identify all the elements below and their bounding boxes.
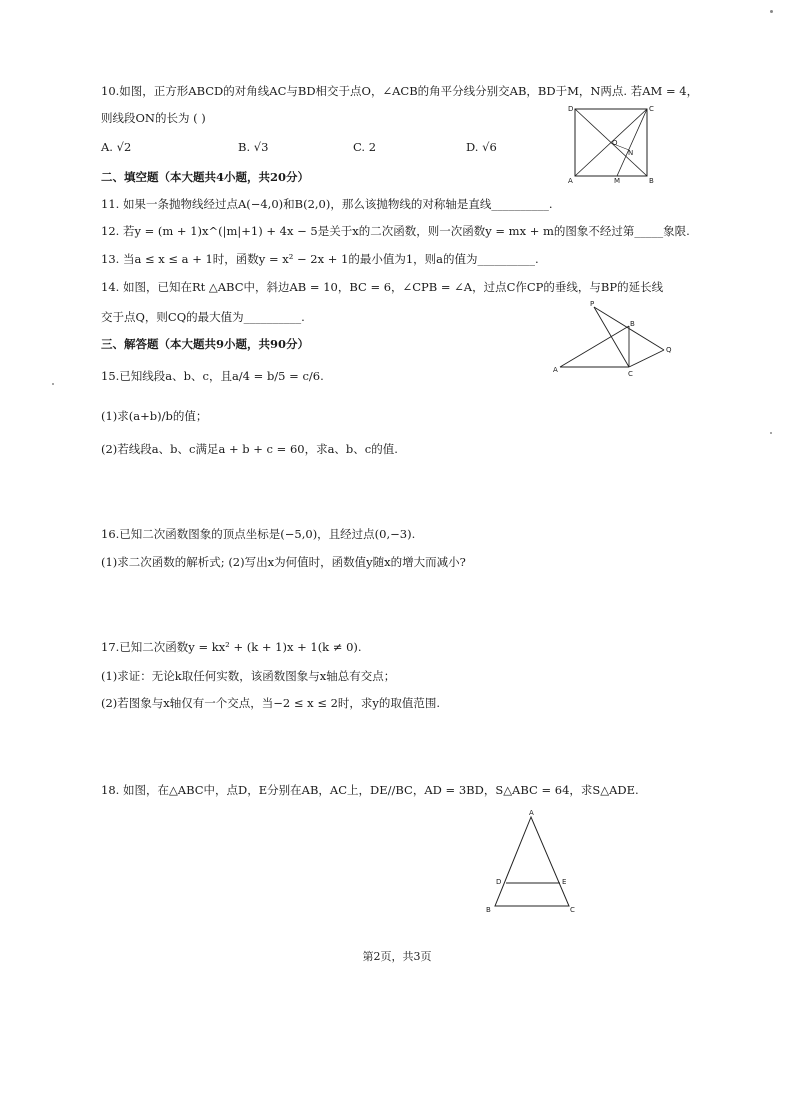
q15-part1: (1)求(a+b)/b的值；: [101, 409, 208, 423]
label-n: N: [628, 149, 634, 157]
q10-square-figure: [565, 103, 660, 185]
q18-triangle-figure: [483, 810, 583, 915]
label-p: P: [590, 300, 595, 308]
label-b: B: [486, 906, 491, 914]
q17-part1: (1)求证：无论k取任何实数，该函数图象与x轴总有交点；: [101, 669, 396, 683]
q12-text: 12. 若y = (m + 1)x^(|m|+1) + 4x − 5是关于x的二次函数，则一次函数y = mx + m的图象不经过第_____象限.: [101, 224, 690, 238]
label-q: Q: [666, 346, 672, 354]
section3-heading: 三、解答题（本大题共9小题，共90分）: [101, 337, 310, 351]
label-a: A: [568, 177, 573, 185]
section2-heading: 二、填空题（本大题共4小题，共20分）: [101, 170, 310, 184]
q10-line1: 10.如图，正方形ABCD的对角线AC与BD相交于点O，∠ACB的角平分线分别交AB，BD于M，N两点. 若AM = 4，: [101, 84, 699, 98]
scan-speck: [52, 383, 54, 385]
q10-line2: 则线段ON的长为 ( ): [101, 111, 206, 125]
q10-option-a: A. √2: [101, 140, 132, 154]
segment-cq: [629, 350, 664, 367]
q17-stem: 17.已知二次函数y = kx² + (k + 1)x + 1(k ≠ 0).: [101, 640, 362, 654]
label-c: C: [570, 906, 575, 914]
segment-pc: [594, 307, 629, 367]
label-a: A: [529, 809, 534, 817]
q13-text: 13. 当a ≤ x ≤ a + 1时，函数y = x² − 2x + 1的最小值为1，则a的值为__________.: [101, 252, 539, 266]
label-d: D: [568, 105, 574, 113]
page-footer: 第2页，共3页: [362, 950, 432, 963]
q10-option-b: B. √3: [238, 140, 269, 154]
label-m: M: [614, 177, 621, 185]
q11-text: 11. 如果一条抛物线经过点A(−4,0)和B(2,0)，那么该抛物线的对称轴是直线__________.: [101, 197, 553, 211]
label-b: B: [649, 177, 654, 185]
label-e: E: [562, 878, 567, 886]
scan-speck: [770, 432, 772, 434]
label-c: C: [649, 105, 654, 113]
q16-stem: 16.已知二次函数图象的顶点坐标是(−5,0)，且经过点(0,−3).: [101, 527, 416, 541]
q14-triangle-figure: [551, 300, 676, 380]
q14-line1: 14. 如图，已知在Rt △ABC中，斜边AB = 10，BC = 6，∠CPB = ∠A，过点C作CP的垂线，与BP的延长线: [101, 280, 664, 294]
q17-part2: (2)若图象与x轴仅有一个交点，当−2 ≤ x ≤ 2时，求y的取值范围.: [101, 696, 441, 710]
triangle-abc: [495, 817, 569, 906]
segment-ab: [560, 326, 629, 367]
label-b: B: [630, 320, 635, 328]
scan-speck: [770, 10, 773, 13]
q10-option-d: D. √6: [466, 140, 497, 154]
label-o: O: [612, 139, 618, 147]
q15-stem: 15.已知线段a、b、c，且a/4 = b/5 = c/6.: [101, 369, 324, 383]
label-a: A: [553, 366, 558, 374]
q10-option-c: C. 2: [353, 140, 377, 154]
q18-stem: 18. 如图，在△ABC中，点D，E分别在AB，AC上，DE//BC，AD = 3BD，S△ABC = 64，求S△ADE.: [101, 783, 639, 797]
label-d: D: [496, 878, 502, 886]
q14-line2: 交于点Q，则CQ的最大值为__________.: [101, 310, 305, 324]
label-c: C: [628, 370, 633, 378]
q16-part1: (1)求二次函数的解析式; (2)写出x为何值时，函数值y随x的增大而减小?: [101, 555, 466, 569]
bisector-cm: [617, 109, 647, 176]
q15-part2: (2)若线段a、b、c满足a + b + c = 60，求a、b、c的值.: [101, 442, 398, 456]
